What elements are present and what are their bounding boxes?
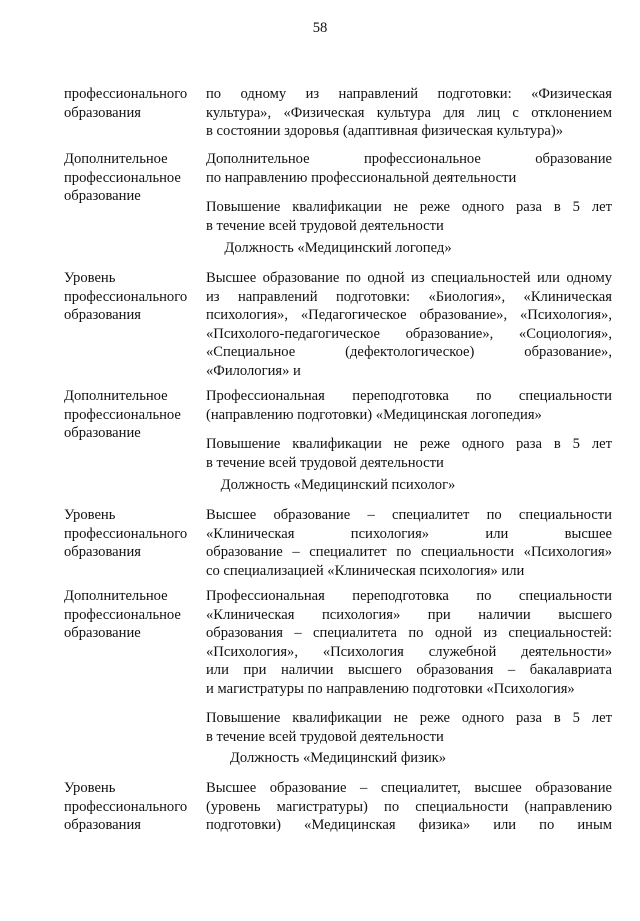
section-heading-psiholog: Должность «Медицинский психолог» [220, 477, 456, 493]
text-line: в течение всей трудовой деятельности [206, 454, 444, 471]
text-line: в состоянии здоровья (адаптивная физическая культура)» [206, 123, 563, 139]
label-line: образования [64, 544, 141, 560]
description-paragraph [206, 85, 612, 141]
label-line: образования [64, 817, 141, 833]
text-line: по одному из направлений подготовки: «Физическая [206, 86, 612, 102]
text-line: «Психолого-педагогическое образование», «Социология», [206, 325, 612, 342]
row-description [206, 506, 612, 580]
text-line: и магистратуры по направлению подготовки «Психология» [206, 680, 575, 697]
label-line: образование [64, 188, 141, 204]
row-description [206, 387, 612, 472]
description-paragraph [206, 387, 612, 424]
text-line: «Филология» и [206, 362, 301, 379]
text-line: «Психология», «Психология служебной деятельности» [206, 643, 612, 660]
text-line: подготовки) «Медицинская физика» или по иным [206, 817, 612, 833]
label-line: образование [64, 425, 141, 441]
description-paragraph [206, 709, 612, 746]
label-line: Уровень [64, 780, 116, 796]
text-line: «Клиническая психология» при наличии высшего [206, 606, 612, 623]
row-description [206, 779, 612, 835]
text-line: «Специальное (дефектологическое) образование», [206, 344, 612, 360]
text-line: психология», «Педагогическое образование», «Психология», [206, 307, 612, 323]
label-line: профессионального [64, 288, 188, 305]
label-line: образование [64, 625, 141, 641]
label-line: профессиональное [64, 406, 181, 423]
text-line: или при наличии высшего образования – бакалавриата [206, 662, 612, 678]
text-line: Повышение квалификации не реже одного раза в 5 лет [206, 436, 612, 452]
text-line: со специализацией «Клиническая психология» или [206, 562, 525, 579]
label-line: профессионального [64, 86, 188, 102]
text-line: по направлению профессиональной деятельности [206, 169, 517, 186]
row-label [64, 387, 202, 443]
label-line: образования [64, 104, 141, 121]
row-description [206, 85, 612, 141]
text-line: Высшее образование – специалитет, высшее образование [206, 780, 612, 796]
section-heading-fizik: Должность «Медицинский физик» [229, 750, 447, 766]
row-label [64, 85, 202, 122]
description-paragraph [206, 269, 612, 380]
text-line: в течение всей трудовой деятельности [206, 728, 444, 745]
label-line: Уровень [64, 507, 116, 523]
row-label [64, 779, 202, 835]
row-description [206, 150, 612, 235]
label-line: профессионального [64, 798, 188, 815]
text-line: Профессиональная переподготовка по специальности [206, 588, 612, 604]
label-line: профессиональное [64, 606, 181, 623]
description-paragraph [206, 779, 612, 835]
text-line: Высшее образование по одной из специальностей или одному [206, 270, 612, 286]
text-line: культура», «Физическая культура для лиц с отклонением [206, 104, 612, 121]
text-line: (направлению подготовки) «Медицинская логопедия» [206, 406, 542, 423]
row-label [64, 150, 202, 206]
text-line: Профессиональная переподготовка по специальности [206, 388, 612, 404]
label-line: образования [64, 307, 141, 323]
row-description [206, 587, 612, 746]
text-line: образования – специалитета по одной из специальностей: [206, 625, 612, 641]
row-label [64, 587, 202, 643]
label-line: профессиональное [64, 169, 181, 186]
row-description [206, 269, 612, 380]
description-paragraph [206, 150, 612, 187]
description-paragraph [206, 506, 612, 580]
text-line: Повышение квалификации не реже одного раза в 5 лет [206, 199, 612, 215]
row-label [64, 506, 202, 562]
text-line: образование – специалитет по специальности «Психология» [206, 544, 612, 560]
description-paragraph [206, 198, 612, 235]
text-line: Дополнительное профессиональное образование [206, 151, 612, 167]
page-number: 58 [312, 20, 328, 36]
section-heading-logoped: Должность «Медицинский логопед» [224, 240, 452, 256]
text-line: «Клиническая психология» или высшее [206, 525, 612, 542]
label-line: Уровень [64, 270, 116, 286]
text-line: Повышение квалификации не реже одного раза в 5 лет [206, 710, 612, 726]
text-line: из направлений подготовки: «Биология», «Клиническая [206, 288, 612, 305]
text-line: Высшее образование – специалитет по специальности [206, 507, 612, 523]
text-line: (уровень магистратуры) по специальности (направлению [206, 798, 612, 815]
description-paragraph [206, 587, 612, 698]
description-paragraph [206, 435, 612, 472]
label-line: Дополнительное [64, 588, 168, 604]
row-label [64, 269, 202, 325]
label-line: Дополнительное [64, 388, 168, 404]
label-line: Дополнительное [64, 151, 168, 167]
label-line: профессионального [64, 525, 188, 542]
text-line: в течение всей трудовой деятельности [206, 217, 444, 234]
